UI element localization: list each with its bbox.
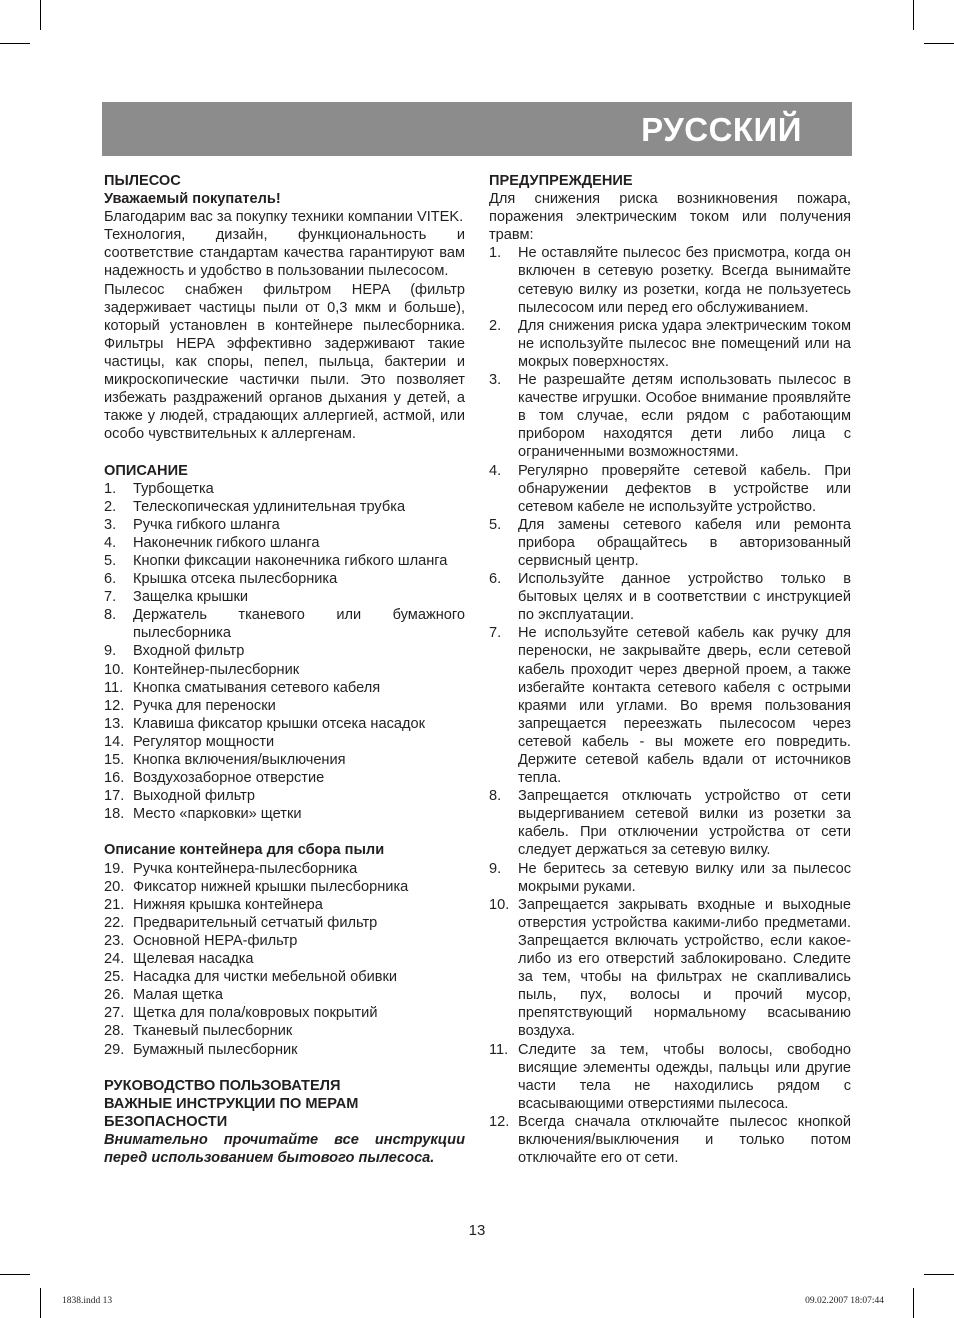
list-item-number: 8. — [489, 788, 502, 805]
list-item-text: Крышка отсека пылесборника — [133, 571, 338, 588]
list-item-text: Ручка для переноски — [133, 697, 276, 714]
list-item — [489, 317, 851, 371]
slug-file-info: 1838.indd 13 — [62, 1296, 113, 1306]
list-item-text: Фиксатор нижней крышки пылесборника — [133, 878, 409, 895]
list-item — [104, 950, 465, 968]
list-item — [489, 462, 851, 516]
list-item-number: 11. — [489, 1041, 509, 1058]
list-item — [104, 1022, 465, 1040]
list-item — [104, 1041, 465, 1059]
left-column — [104, 172, 465, 1167]
list-item-number: 26. — [104, 987, 125, 1004]
list-item-text: Входной фильтр — [133, 643, 245, 660]
list-item-text: Тканевый пылесборник — [133, 1023, 293, 1040]
safety-intro: Внимательно прочитайте все инструкции перед использованием бытового пылесоса. — [104, 1131, 465, 1167]
list-item — [104, 787, 465, 805]
list-item-text: Щелевая насадка — [133, 951, 254, 968]
list-item-number: 12. — [489, 1113, 510, 1130]
list-item-number: 18. — [104, 806, 125, 823]
list-item — [104, 588, 465, 606]
list-item-number: 1. — [104, 480, 117, 497]
slug-date-info: 09.02.2007 18:07:44 — [805, 1296, 884, 1306]
list-item-text: Запрещается закрывать входные и выходные отверстия устройства какими-либо предметами. Запрещается включать устройство, если какое-либо из его отверстий заблокировано. Следите за тем, чтобы на фильтрах не скапливались пыль, пух, волосы и прочий мусор, препятствующий нормальному всасыванию воздуха. — [518, 896, 851, 1040]
list-item-number: 11. — [104, 679, 124, 696]
list-item — [104, 480, 465, 498]
section-heading-warning: ПРЕДУПРЕЖДЕНИЕ — [489, 173, 633, 189]
list-item — [104, 606, 465, 642]
list-item — [489, 1041, 851, 1113]
list-item-number: 10. — [489, 896, 510, 913]
list-item — [104, 932, 465, 950]
list-item-number: 2. — [489, 317, 502, 334]
list-item-text: Кнопки фиксации наконечника гибкого шланга — [133, 552, 448, 569]
section-heading-container: Описание контейнера для сбора пыли — [104, 842, 385, 859]
list-item — [104, 697, 465, 715]
list-item-text: Кнопка сматывания сетевого кабеля — [133, 679, 381, 696]
list-item — [104, 878, 465, 896]
list-item-text: Запрещается отключать устройство от сети выдергиванием сетевой вилки из розетки за кабель. При отключении устройства от сети следует держаться за сетевую вилку. — [518, 788, 851, 859]
list-item-number: 15. — [104, 752, 125, 768]
list-item-text: Воздухозаборное отверстие — [133, 770, 325, 787]
description-list — [104, 480, 465, 824]
list-item-text: Основной HEPA-фильтр — [133, 932, 298, 949]
list-item — [104, 896, 465, 914]
list-item-number: 12. — [104, 697, 125, 714]
list-item — [104, 805, 465, 823]
list-item-text: Не используйте сетевой кабель как ручку для переноски, не закрывайте дверь, если сетевой кабель проходит через дверной проем, а также избегайте контакта сетевого кабеля с острыми краями или углами. Во время пользования запрещается переезжать пылесосом через сетевой кабель - вы можете его повредить. Держите сетевой кабель вдали от источников тепла. — [518, 625, 851, 787]
list-item-number: 7. — [489, 625, 502, 642]
list-item-number: 3. — [489, 372, 502, 389]
list-item — [104, 715, 465, 733]
list-item-text: Место «парковки» щетки — [133, 806, 302, 823]
list-item — [104, 642, 465, 660]
crop-mark — [924, 43, 954, 44]
list-item — [489, 787, 851, 859]
language-header-band — [102, 102, 852, 156]
list-item-number: 25. — [104, 969, 125, 986]
list-item-text: Телескопическая удлинительная трубка — [133, 498, 406, 515]
list-item-text: Следите за тем, чтобы волосы, свободно висящие элементы одежды, пальцы или другие части тела не находились рядом с всасывающими отверстиями пылесоса. — [518, 1041, 851, 1112]
list-item-text: Регулярно проверяйте сетевой кабель. При обнаружении дефектов в устройстве или сетевом кабеле не используйте устройство. — [518, 462, 851, 515]
list-item-text: Клавиша фиксатор крышки отсека насадок — [133, 715, 426, 732]
list-item-number: 29. — [104, 1041, 125, 1058]
section-heading-safety: ВАЖНЫЕ ИНСТРУКЦИИ ПО МЕРАМ БЕЗОПАСНОСТИ — [104, 1095, 359, 1130]
list-item-text: Не оставляйте пылесос без присмотра, когда он включен в сетевую розетку. Всегда вынимайте сетевую вилку из розетки, когда не пользуетесь пылесосом или перед его обслуживанием. — [518, 245, 851, 316]
list-item-text: Кнопка включения/выключения — [133, 752, 346, 768]
list-item-number: 20. — [104, 878, 125, 895]
section-heading-vacuum: ПЫЛЕСОС — [104, 173, 181, 189]
list-item-number: 16. — [104, 770, 125, 787]
crop-mark — [0, 1274, 30, 1275]
list-item — [489, 1113, 851, 1167]
list-item-number: 5. — [104, 552, 117, 569]
list-item — [489, 244, 851, 316]
list-item-text: Малая щетка — [133, 987, 224, 1004]
list-item-number: 24. — [104, 951, 125, 968]
list-item-number: 3. — [104, 516, 117, 533]
list-item — [489, 860, 851, 896]
list-item-number: 7. — [104, 589, 117, 606]
list-item-text: Наконечник гибкого шланга — [133, 534, 320, 551]
list-item — [104, 679, 465, 697]
list-item-number: 2. — [104, 498, 117, 515]
list-item — [104, 516, 465, 534]
list-item-text: Регулятор мощности — [133, 733, 275, 750]
list-item-text: Защелка крышки — [133, 589, 249, 606]
intro-paragraph: Технология, дизайн, функциональность и соответствие стандартам качества гарантируют вам надежность и удобство в пользовании пылесосом. — [104, 227, 465, 280]
list-item-number: 10. — [104, 661, 125, 678]
list-item-text: Всегда сначала отключайте пылесос кнопкой включения/выключения и только потом отключайте его от сети. — [518, 1113, 851, 1167]
list-item — [104, 498, 465, 516]
list-item-text: Выходной фильтр — [133, 788, 255, 805]
list-item-text: Бумажный пылесборник — [133, 1041, 298, 1058]
list-item — [489, 371, 851, 461]
list-item-text: Щетка для пола/ковровых покрытий — [133, 1005, 378, 1022]
list-item — [104, 661, 465, 679]
section-heading-manual: РУКОВОДСТВО ПОЛЬЗОВАТЕЛЯ — [104, 1077, 341, 1094]
crop-mark — [0, 43, 30, 44]
list-item-text: Не беритесь за сетевую вилку или за пылесос мокрыми руками. — [518, 860, 851, 895]
list-item-text: Не разрешайте детям использовать пылесос в качестве игрушки. Особое внимание проявляйте в том случае, если рядом с работающим прибором находятся дети либо лица с ограниченными возможностями. — [518, 372, 851, 461]
crop-mark — [913, 0, 914, 30]
intro-paragraph: Пылесос снабжен фильтром HEPA (фильтр задерживает частицы пыли от 0,3 мкм и больше), который установлен в контейнере пылесборника. Фильтры HEPA эффективно задерживают такие частицы, как споры, пепел, пыльца, бактерии и микроскопические частички пыли. Это позволяет избежать раздражений органов дыхания у детей, а также у людей, страдающих аллергией, астмой, или особо чувствительных к аллергенам. — [104, 281, 465, 443]
page-number: 13 — [468, 1222, 486, 1239]
list-item-number: 6. — [104, 571, 117, 588]
list-item-text: Контейнер-пылесборник — [133, 661, 300, 678]
list-item-number: 13. — [104, 715, 125, 732]
crop-mark — [40, 1288, 41, 1318]
section-heading-description: ОПИСАНИЕ — [104, 462, 188, 479]
list-item-number: 23. — [104, 932, 125, 949]
list-item-text: Предварительный сетчатый фильтр — [133, 914, 378, 931]
warning-list — [489, 244, 851, 1167]
container-parts-list — [104, 860, 465, 1059]
list-item-text: Для снижения риска удара электрическим током не используйте пылесос вне помещений или на мокрых поверхностях. — [518, 317, 851, 370]
warning-intro: Для снижения риска возникновения пожара, поражения электрическим током или получения травм: — [489, 191, 851, 244]
list-item-text: Для замены сетевого кабеля или ремонта прибора обращайтесь в авторизованный сервисный центр. — [518, 516, 851, 569]
list-item-number: 28. — [104, 1023, 125, 1040]
list-item-text: Нижняя крышка контейнера — [133, 896, 323, 913]
list-item-text: Держатель тканевого или бумажного пылесборника — [133, 607, 465, 642]
list-item-text: Насадка для чистки мебельной обивки — [133, 969, 398, 986]
intro-paragraph: Благодарим вас за покупку техники компании VITEK. — [104, 209, 464, 226]
list-item-number: 22. — [104, 914, 125, 931]
list-item — [104, 769, 465, 787]
list-item — [104, 751, 465, 769]
list-item-number: 19. — [104, 860, 125, 877]
list-item-number: 4. — [489, 462, 502, 479]
list-item-number: 27. — [104, 1005, 125, 1022]
crop-mark — [40, 0, 41, 30]
list-item — [489, 624, 851, 787]
list-item-number: 1. — [489, 245, 502, 262]
list-item-number: 8. — [104, 607, 117, 624]
list-item-number: 5. — [489, 516, 502, 533]
right-column — [489, 172, 851, 1167]
list-item-number: 9. — [489, 860, 502, 877]
list-item-text: Ручка контейнера-пылесборника — [133, 860, 358, 877]
language-title: РУССКИЙ — [641, 111, 802, 148]
list-item-text: Ручка гибкого шланга — [133, 516, 280, 533]
list-item — [104, 1004, 465, 1022]
list-item-text: Используйте данное устройство только в бытовых целях и в соответствии с инструкцией по эксплуатации. — [518, 571, 851, 624]
greeting: Уважаемый покупатель! — [104, 191, 281, 208]
list-item-number: 6. — [489, 571, 502, 588]
list-item-number: 17. — [104, 788, 125, 805]
list-item-number: 14. — [104, 733, 125, 750]
list-item-number: 21. — [104, 896, 125, 913]
crop-mark — [913, 1288, 914, 1318]
list-item — [489, 896, 851, 1041]
list-item — [104, 968, 465, 986]
crop-mark — [924, 1274, 954, 1275]
list-item-number: 9. — [104, 643, 117, 660]
list-item — [104, 733, 465, 751]
list-item — [489, 570, 851, 624]
list-item — [104, 552, 465, 570]
list-item — [104, 570, 465, 588]
list-item — [104, 986, 465, 1004]
list-item — [104, 860, 465, 878]
list-item-text: Турбощетка — [133, 480, 214, 497]
list-item-number: 4. — [104, 534, 117, 551]
list-item — [104, 914, 465, 932]
list-item — [104, 534, 465, 552]
list-item — [489, 516, 851, 570]
